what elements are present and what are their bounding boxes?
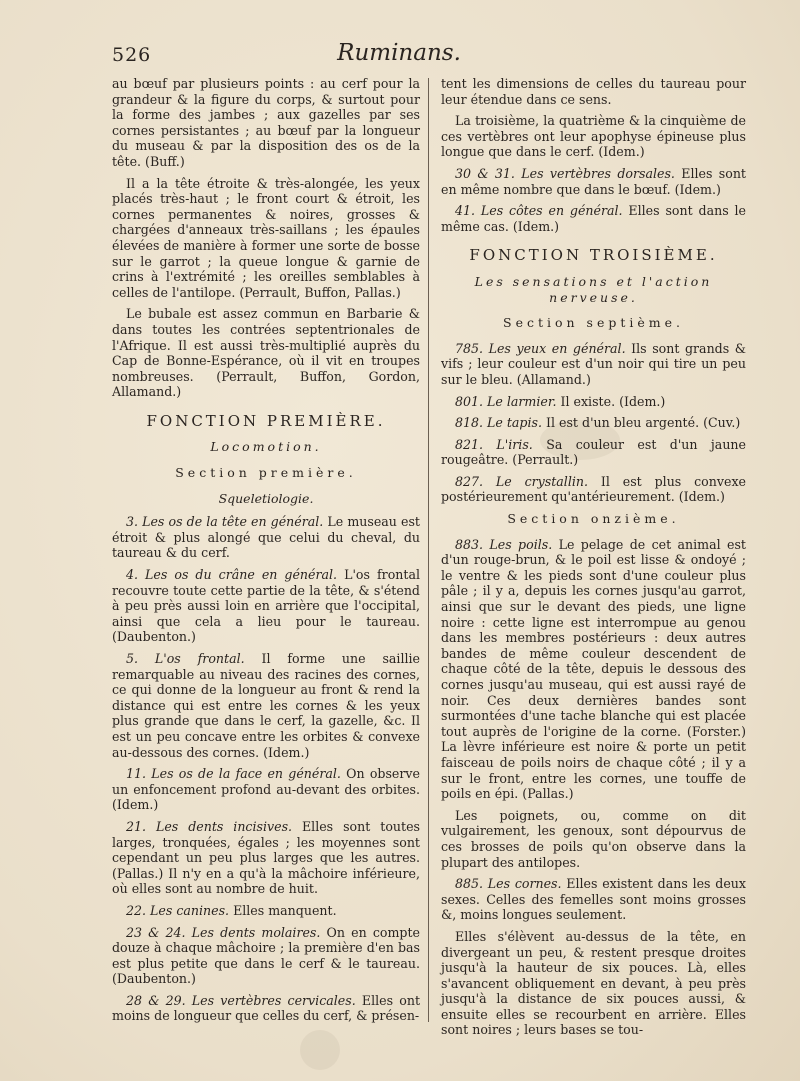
entry-text: Elles manquent. (233, 902, 337, 918)
entry-text: Il forme une saillie remarquable au niveau des racines des cornes, ce qui donne de la longueur au front & rend la distance qui est entre les cornes & les yeux plus grande que dans le cerf, la gazelle, &c. Il est un peu concave entre les orbites & convexe au-dessous des cornes. (Idem.) (112, 651, 420, 760)
paper-stain (300, 1030, 340, 1070)
entry-785 (441, 341, 746, 388)
entry-11 (112, 766, 420, 813)
entry-text: On en compte douze à chaque mâchoire ; la première d'en bas est plus petite que dans le cerf & le taureau. (Daubenton.) (112, 924, 420, 987)
entry-text: Elles sont toutes larges, tronquées, égales ; les moyennes sont cependant un peu plus larges que les autres. (Pallas.) Il n'y en a qu'à la mâchoire inférieure, où elles sont au nombre de huit. (112, 818, 420, 897)
entry-827 (441, 474, 746, 505)
entry-label: 41. Les côtes en général. (455, 203, 623, 219)
paragraph: Il a la tête étroite & très-alongée, les yeux placés très-haut ; le front court & étroit, les cornes permanentes & noires, grosses & chargées d'anneaux très-saillans ; les épaules élevées de manière à former une sorte de bosse sur le garrot ; la queue longue & garnie de crins à l'extrémité ; les oreilles semblables à celles de l'antilope. (Perrault, Buffon, Pallas.) (112, 175, 420, 300)
page-number: 526 (112, 44, 152, 66)
entry-text: L'os frontal recouvre toute cette partie de la tête, & s'étend à peu près aussi loin en arrière que l'occipital, ainsi que cela a lieu pour le taureau. (Daubenton.) (112, 567, 420, 645)
entry-text: Ils sont grands & vifs ; leur couleur est d'un noir qui tire un peu sur le bleu. (Allamand.) (441, 340, 746, 387)
entry-885 (441, 876, 746, 923)
entry-5 (112, 651, 420, 760)
entry-label: 801. Le larmier. (455, 393, 557, 409)
entry-21 (112, 819, 420, 897)
paragraph: Les poignets, ou, comme on dit vulgairement, les genoux, sont dépourvus de ces brosses de poils qu'on observe dans la plupart des antilopes. (441, 807, 746, 870)
paragraph: au bœuf par plusieurs points : au cerf pour la grandeur & la figure du corps, & surtout pour la forme des jambes ; aux gazelles par ses cornes persistantes ; au bœuf par la longueur du museau & par la disposition des os de la tête. (Buff.) (112, 76, 420, 169)
entry-text: Sa couleur est d'un jaune rougeâtre. (Perrault.) (441, 436, 746, 468)
entry-label: 885. Les cornes. (455, 876, 562, 892)
entry-4 (112, 567, 420, 645)
left-column (112, 76, 420, 1030)
subject-heading: Les sensations et l'action nerveuse. (474, 273, 713, 305)
entry-801 (441, 394, 746, 410)
entry-label: 827. Le crystallin. (455, 473, 589, 489)
entry-30 (441, 166, 746, 197)
section-heading: Section septième. (503, 315, 684, 331)
entry-label: 4. Les os du crâne en général. (126, 567, 338, 583)
page-header (108, 40, 690, 72)
running-title: Ruminans. (337, 40, 461, 66)
entry-text: Elles sont en même nombre que dans le bœuf. (Idem.) (441, 165, 746, 197)
entry-label: 3. Les os de la tête en général. (126, 514, 324, 530)
entry-821 (441, 437, 746, 468)
entry-label: 11. Les os de la face en général. (126, 766, 341, 782)
topic-heading: Squeletiologie. (218, 490, 314, 506)
section-heading: Section première. (175, 465, 357, 481)
entry-text: Le pelage de cet animal est d'un rouge-brun, & le poil est lisse & ondoyé ; le ventre & les pieds sont d'une couleur plus pâle ; il y a, depuis les cornes jusqu'au garrot, ainsi que sur le devant des pieds, une ligne noire : cette ligne est interrompue au genou dans les membres postérieurs : deux autres bandes de même couleur descendent de chaque côté de la tête, depuis le dessous des cornes jusqu'au museau, qui est aussi rayé de noir. Ces deux dernières bandes sont surmontées d'une tache blanche qui est placée tout auprès de l'origine de la corne. (Forster.) La lèvre inférieure est noire & porte un petit faisceau de poils noirs de chaque côté ; il y a sur le front, entre les cornes, une touffe de poils en épi. (Pallas.) (441, 536, 746, 802)
entry-41 (441, 203, 746, 234)
entry-28 (112, 993, 420, 1024)
entry-label: 22. Les canines. (126, 902, 230, 918)
entry-label: 821. L'iris. (455, 436, 533, 452)
entry-text: On observe un enfoncement profond au-devant des orbites. (Idem.) (112, 766, 420, 813)
entry-label: 21. Les dents incisives. (126, 818, 293, 834)
entry-text: Il est plus convexe postérieurement qu'antérieurement. (Idem.) (441, 473, 746, 505)
subject-heading: Locomotion. (210, 439, 322, 455)
entry-22 (112, 903, 420, 919)
entry-label: 818. Le tapis. (455, 415, 542, 431)
entry-3 (112, 514, 420, 561)
column-divider (428, 78, 429, 1022)
paragraph: Le bubale est assez commun en Barbarie & dans toutes les contrées septentrionales de l'Afrique. Il est aussi très-multiplié auprès du Cap de Bonne-Espérance, où il vit en troupes nombreuses. (Perrault, Buffon, Gordon, Allamand.) (112, 306, 420, 400)
entry-text: Le museau est étroit & plus alongé que celui du cheval, du taureau & du cerf. (112, 514, 420, 561)
entry-label: 5. L'os frontal. (126, 651, 245, 666)
entry-label: 883. Les poils. (455, 536, 553, 552)
entry-text: Il est d'un bleu argenté. (Cuv.) (546, 415, 741, 431)
fonction-heading: FONCTION TROISIÈME. (469, 246, 718, 265)
entry-text: Elles ont moins de longueur que celles du cerf, & présen- (112, 992, 421, 1024)
entry-text: Elles existent dans les deux sexes. Celles des femelles sont moins grosses &, moins longues seulement. (441, 876, 746, 923)
section-heading: Section onzième. (507, 511, 680, 527)
entry-883 (441, 537, 746, 802)
fonction-heading: FONCTION PREMIÈRE. (146, 411, 386, 430)
entry-23 (112, 925, 420, 987)
paragraph: Elles s'élèvent au-dessus de la tête, en divergeant un peu, & restent presque droites jusqu'à la hauteur de six pouces. Là, elles s'avancent obliquement en devant, à peu près jusqu'à la distance de six pouces aussi, & ensuite elles se recourbent en arrière. Elles sont noires ; leurs bases se tou- (441, 928, 746, 1038)
entry-label: 785. Les yeux en général. (455, 340, 626, 356)
entry-label: 28 & 29. Les vertèbres cervicales. (126, 992, 356, 1008)
entry-label: 23 & 24. Les dents molaires. (126, 924, 321, 940)
paragraph: tent les dimensions de celles du taureau pour leur étendue dans ce sens. (441, 76, 746, 107)
entry-818 (441, 415, 746, 431)
entry-text: Elles sont dans le même cas. (Idem.) (441, 203, 746, 234)
entry-text: Il existe. (Idem.) (560, 393, 666, 409)
entry-label: 30 & 31. Les vertèbres dorsales. (455, 165, 675, 181)
right-column (441, 76, 746, 1044)
paragraph: La troisième, la quatrième & la cinquième de ces vertèbres ont leur apophyse épineuse plus longue que dans le cerf. (Idem.) (441, 113, 746, 160)
